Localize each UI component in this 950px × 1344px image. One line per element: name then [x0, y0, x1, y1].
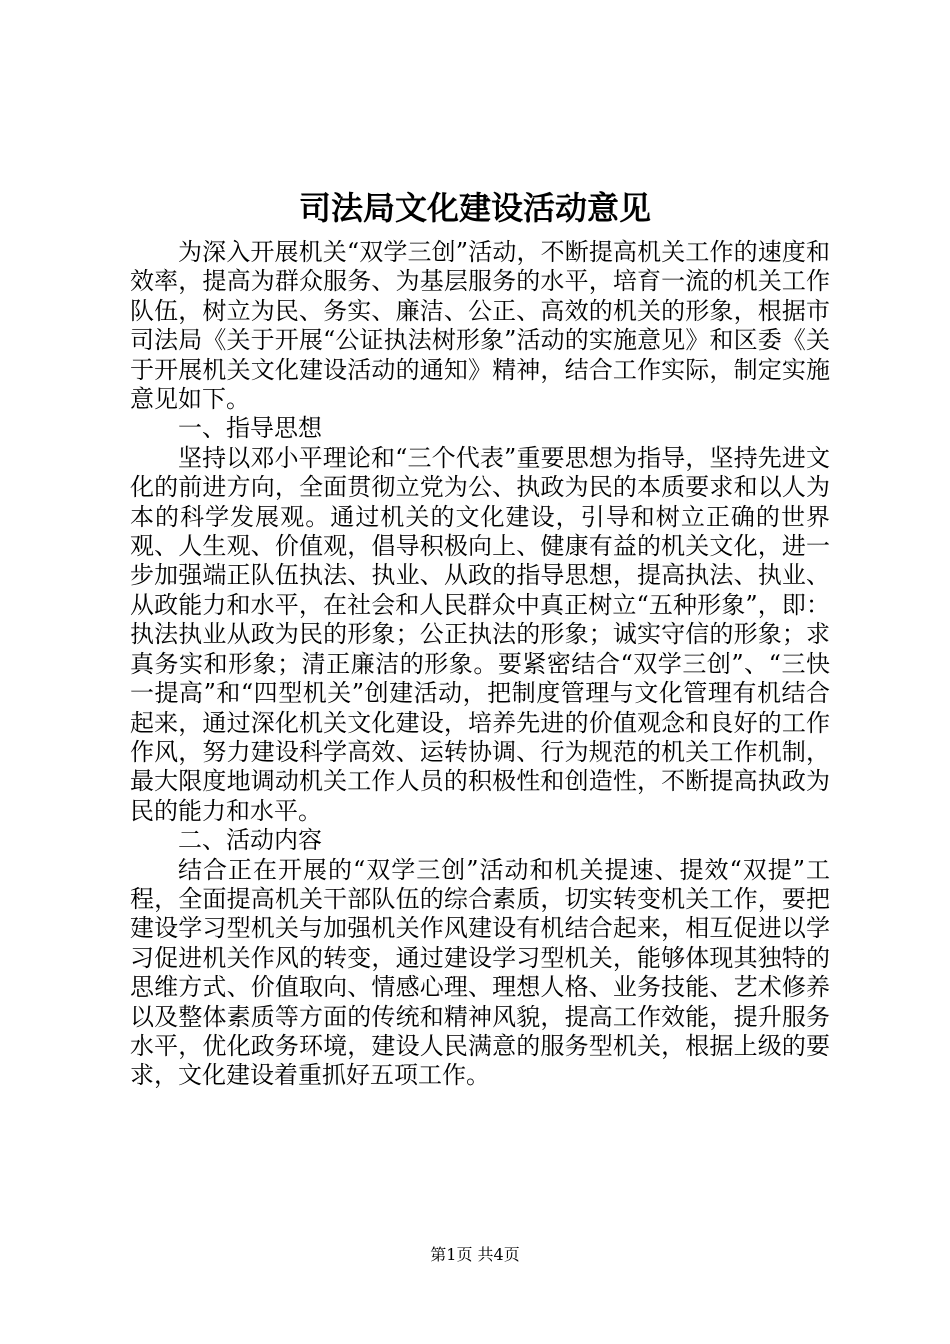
section-paragraph-activity-content: 结合正在开展的“双学三创”活动和机关提速、提效“双提”工程，全面提高机关干部队伍的综合素质，切实转变机关工作，要把建设学习型机关与加强机关作风建设有机结合起来，相互促进以学习促进机关作风的转变，通过建设学习型机关，能够体现其独特的思维方式、价值取向、情感心理、理想人格、业务技能、艺术修养以及整体素质等方面的传统和精神风貌，提高工作效能，提升服务水平，优化政务环境，建设人民满意的服务型机关，根据上级的要求，文化建设着重抓好五项工作。	[130, 855, 830, 1090]
document-body	[130, 238, 830, 1091]
section-paragraph-guiding-ideology: 坚持以邓小平理论和“三个代表”重要思想为指导，坚持先进文化的前进方向，全面贯彻立党为公、执政为民的本质要求和以人为本的科学发展观。通过机关的文化建设，引导和树立正确的世界观、人生观、价值观，倡导积极向上、健康有益的机关文化，进一步加强端正队伍执法、执业、从政的指导思想，提高执法、执业、从政能力和水平，在社会和人民群众中真正树立“五种形象”，即：执法执业从政为民的形象；公正执法的形象；诚实守信的形象；求真务实和形象；清正廉洁的形象。要紧密结合“双学三创”、“三快一提高”和“四型机关”创建活动，把制度管理与文化管理有机结合起来，通过深化机关文化建设，培养先进的价值观念和良好的工作作风，努力建设科学高效、运转协调、行为规范的机关工作机制，最大限度地调动机关工作人员的积极性和创造性，不断提高执政为民的能力和水平。	[130, 443, 830, 825]
page-number-footer: 第1页 共4页	[430, 1245, 520, 1264]
section-heading-activity-content: 二、活动内容	[178, 826, 322, 855]
intro-paragraph: 为深入开展机关“双学三创”活动，不断提高机关工作的速度和效率，提高为群众服务、为基层服务的水平，培育一流的机关工作队伍，树立为民、务实、廉洁、公正、高效的机关的形象，根据市司法局《关于开展“公证执法树形象”活动的实施意见》和区委《关于开展机关文化建设活动的通知》精神，结合工作实际，制定实施意见如下。	[130, 238, 830, 414]
document-title: 司法局文化建设活动意见	[298, 189, 651, 227]
section-heading-guiding-ideology: 一、指导思想	[178, 414, 322, 443]
